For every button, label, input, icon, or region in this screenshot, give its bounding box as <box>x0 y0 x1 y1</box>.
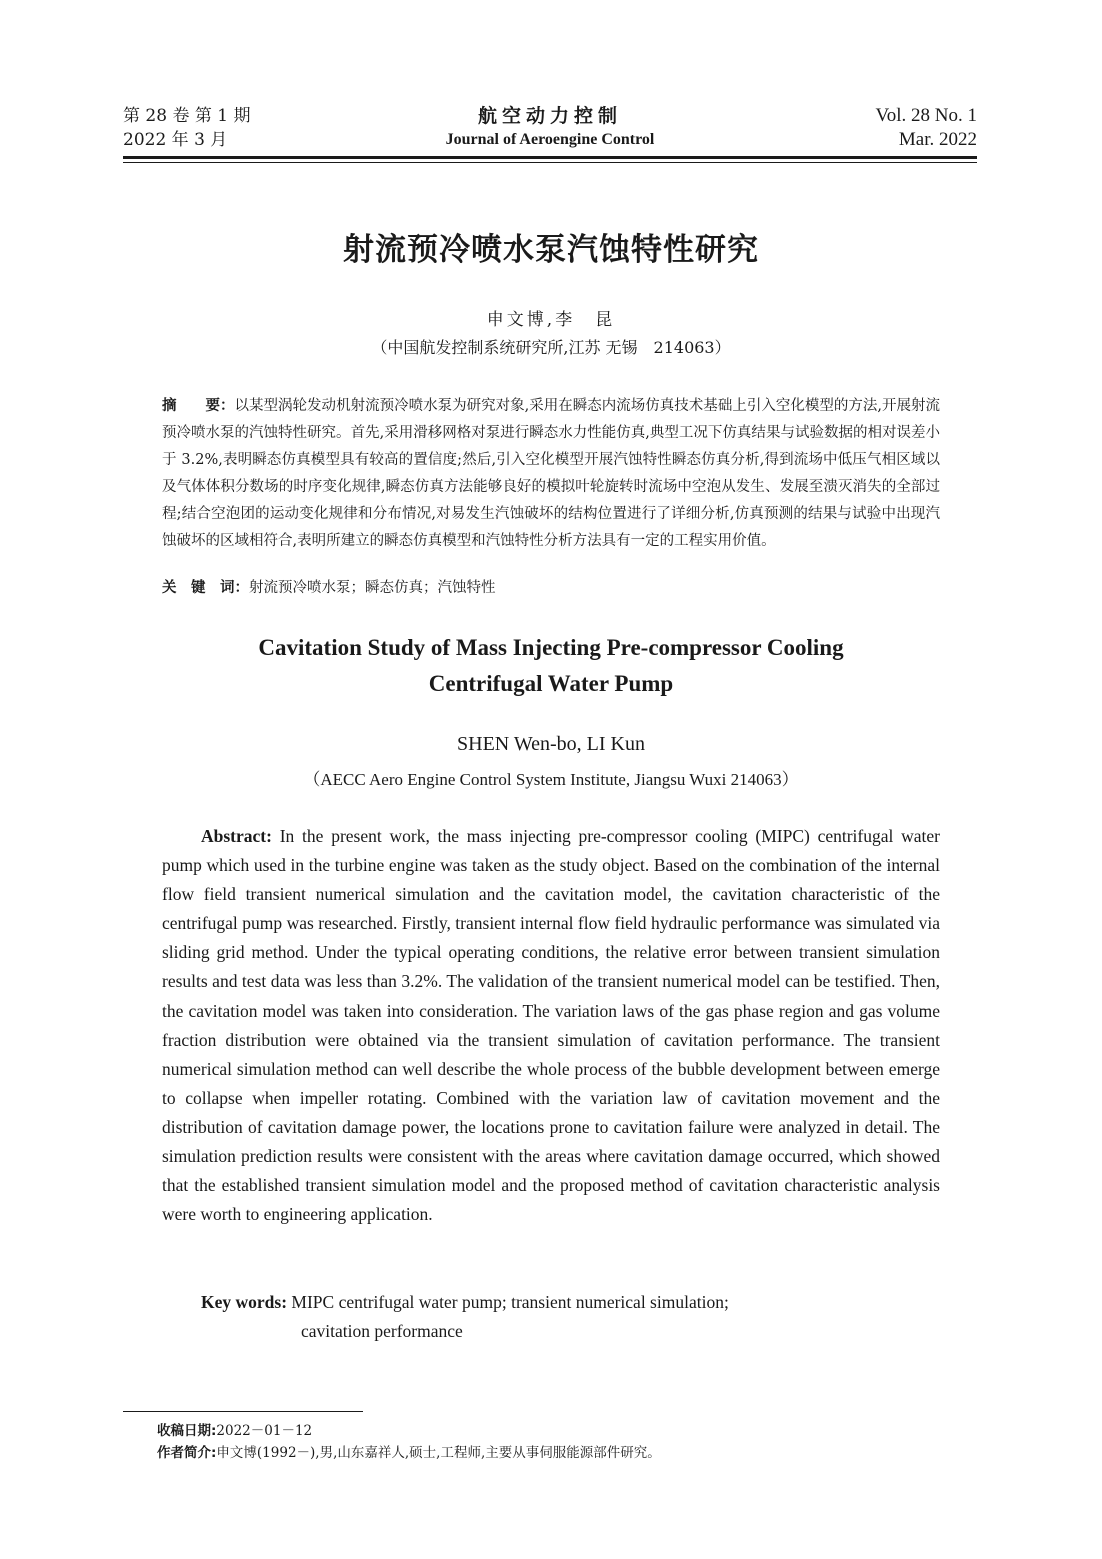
abstract-en-text: In the present work, the mass injecting pre-compressor cooling (MIPC) centrifugal water pump which used in the turbine engine was taken as the study object. Based on the combination of the internal flow field transient numerical simulation and the cavitation model, the cavitation characteristic of the centrifugal pump was researched. Firstly, transient internal flow field hydraulic performance was simulated via sliding grid method. Under the typical operating conditions, the relative error between transient simulation results and test data was less than 3.2%. The validation of the transient numerical model can be testified. Then, the cavitation model was taken into consideration. The variation laws of the gas phase region and gas volume fraction distribution were obtained via the transient simulation of cavitation performance. The transient numerical simulation method can well describe the whole process of the bubble development between emerge to collapse when impeller rotating. Combined with the variation law of cavitation movement and the distribution of cavitation damage power, the locations prone to cavitation failure were analyzed in detail. The simulation prediction results were consistent with the areas where cavitation damage occurred, which showed that the established transient simulation model and the proposed method of cavitation characteristic analysis were worth to engineering application. <box>162 826 940 1225</box>
bio-value: 申文博(1992－),男,山东嘉祥人,硕士,工程师,主要从事伺服能源部件研究。 <box>216 1445 661 1461</box>
paper-title-en-line2: Centrifugal Water Pump <box>428 671 674 696</box>
running-header <box>123 104 977 156</box>
received-value: 2022－01－12 <box>216 1423 313 1439</box>
footnote-rule <box>123 1411 363 1412</box>
journal-name-en: Journal of Aeroengine Control <box>445 131 655 148</box>
abstract-cn-text: 以某型涡轮发动机射流预冷喷水泵为研究对象,采用在瞬态内流场仿真技术基础上引入空化模型的方法,开展射流预冷喷水泵的汽蚀特性研究。首先,采用滑移网格对泵进行瞬态水力性能仿真,典型工况下仿真结果与试验数据的相对误差小于 3.2%,表明瞬态仿真模型具有较高的置信度;然后,引入空化模型开展汽蚀特性瞬态仿真分析,得到流场中低压气相区域以及气体体积分数场的时序变化规律,瞬态仿真方法能够良好的模拟叶轮旋转时流场中空泡从发生、发展至溃灭消失的全部过程;结合空泡团的运动变化规律和分布情况,对易发生汽蚀破坏的结构位置进行了详细分析,仿真预测的结果与试验中出现汽蚀破坏的区域相符合,表明所建立的瞬态仿真模型和汽蚀特性分析方法具有一定的工程实用价值。 <box>162 398 941 549</box>
header-right <box>875 104 977 152</box>
header-rule-thick <box>123 156 977 159</box>
keywords-en-label: Key words: <box>201 1292 288 1312</box>
keywords-en-line2: cavitation performance <box>301 1321 463 1341</box>
header-center <box>123 104 977 152</box>
paper-title-en-line1: Cavitation Study of Mass Injecting Pre-compressor Cooling <box>258 635 844 660</box>
paper-title-cn: 射流预冷喷水泵汽蚀特性研究 <box>343 232 759 268</box>
authors-cn: 申文博,李 昆 <box>486 310 616 330</box>
footnotes <box>157 1420 977 1464</box>
affiliation-cn: （中国航发控制系统研究所,江苏 无锡 214063） <box>371 338 731 357</box>
abstract-en-label: Abstract: <box>201 826 272 846</box>
bio-label: 作者简介: <box>157 1445 217 1461</box>
keywords-en <box>201 1288 901 1346</box>
footnote-bio <box>157 1442 977 1464</box>
abstract-cn <box>162 393 940 555</box>
affiliation-en: （AECC Aero Engine Control System Institute, Jiangsu Wuxi 214063） <box>303 770 799 789</box>
footnote-received <box>157 1420 977 1442</box>
journal-name-cn: 航空动力控制 <box>477 105 622 127</box>
paper-title-en <box>0 630 1102 702</box>
abstract-en <box>162 822 940 1229</box>
volume-issue-en: Vol. 28 No. 1 <box>875 105 977 126</box>
abstract-cn-label: 摘 要： <box>162 398 235 414</box>
date-cn: 2022 年 3 月 <box>123 130 228 150</box>
received-label: 收稿日期: <box>157 1423 217 1439</box>
authors-en: SHEN Wen-bo, LI Kun <box>457 733 645 755</box>
keywords-cn-text: 射流预冷喷水泵；瞬态仿真；汽蚀特性 <box>249 580 496 596</box>
keywords-cn <box>162 576 940 600</box>
date-en: Mar. 2022 <box>898 129 977 150</box>
keywords-cn-label: 关 键 词： <box>162 580 249 596</box>
header-rule-thin <box>123 162 977 163</box>
keywords-en-line1: MIPC centrifugal water pump; transient numerical simulation; <box>287 1292 729 1312</box>
volume-issue-cn: 第 28 卷 第 1 期 <box>123 106 251 126</box>
